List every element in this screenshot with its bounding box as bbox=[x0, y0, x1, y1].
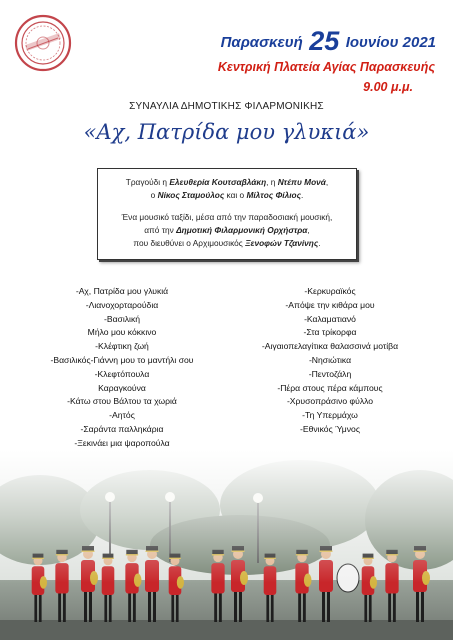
event-time: 9.00 μ.μ. bbox=[363, 80, 413, 94]
entry-free-stamp bbox=[14, 14, 72, 72]
info-line-singers-1: Τραγούδι η Ελευθερία Κουτσαβλάκη, η Ντέπυ Μονά, bbox=[125, 177, 329, 187]
song-item: -Απόψε την κιθάρα μου bbox=[285, 299, 375, 310]
song-item: -Κάτω στου Βάλτου τα χωριά bbox=[67, 396, 177, 407]
event-month-year: Ιουνίου 2021 bbox=[345, 34, 436, 51]
song-item: -Κερκυραϊκός bbox=[304, 286, 356, 296]
song-item: -Τη Υπερμάχω bbox=[302, 410, 358, 421]
info-line-orchestra: από την Δημοτική Φιλαρμονική Ορχήστρα, bbox=[144, 225, 310, 235]
song-item: -Βασιλική bbox=[103, 313, 141, 324]
song-list-right bbox=[230, 285, 430, 437]
event-date bbox=[150, 26, 436, 57]
song-item: -Εθνικός Ύμνος bbox=[300, 423, 360, 434]
song-item: -Καλαματιανό bbox=[304, 313, 356, 324]
song-list-left bbox=[22, 285, 222, 451]
song-item: -Στα τρίκορφα bbox=[303, 327, 357, 338]
concert-title: «Αχ, Πατρίδα μου γλυκιά» bbox=[83, 120, 370, 144]
song-item: -Κλεφτόπουλα bbox=[94, 368, 150, 379]
info-line-journey: Ένα μουσικό ταξίδι, μέσα από την παραδοσιακή μουσική, bbox=[121, 212, 333, 222]
song-item: -Νησιώτικα bbox=[308, 354, 352, 365]
song-item: -Πέρα στους πέρα κάμπους bbox=[277, 382, 383, 393]
concert-subtitle: ΣΥΝΑΥΛΙΑ ΔΗΜΟΤΙΚΗΣ ΦΙΛΑΡΜΟΝΙΚΗΣ bbox=[129, 101, 324, 112]
song-item: -Βασιλικός-Γιάννη μου το μαντήλι σου bbox=[50, 354, 194, 365]
song-item: -Χρυσοπράσινο φύλλο bbox=[286, 396, 374, 407]
song-item: -Σαράντα παλληκάρια bbox=[80, 423, 164, 434]
event-venue: Κεντρική Πλατεία Αγίας Παρασκευής bbox=[217, 60, 435, 74]
song-item: Μήλο μου κόκκινο bbox=[87, 327, 157, 338]
song-item: -Λιανοχορταρούδια bbox=[85, 299, 159, 310]
song-item: -Πεντοζάλη bbox=[308, 368, 352, 379]
song-item: -Αιγαιοπελαγίτικα θαλασσινά μοτίβα bbox=[261, 341, 399, 352]
info-line-singers-2: ο Νίκος Σταμούλος και ο Μίλτος Φίλιος. bbox=[150, 190, 304, 200]
performers-info-box bbox=[97, 168, 357, 260]
song-item: -Αητός bbox=[109, 410, 135, 421]
info-line-conductor: που διευθύνει ο Αρχιμουσικός Ξενοφών Τζανίνης. bbox=[133, 238, 321, 248]
song-item: -Κλέφτικη ζωή bbox=[95, 341, 149, 352]
song-item: Καραγκούνα bbox=[98, 382, 146, 393]
song-item: -Αχ, Πατρίδα μου γλυκιά bbox=[75, 286, 169, 296]
band-photo bbox=[0, 450, 453, 640]
song-item: -Ξεκινάει μια ψαροπούλα bbox=[74, 437, 170, 448]
event-day-number: 25 bbox=[309, 26, 340, 56]
event-weekday: Παρασκευή bbox=[220, 34, 303, 51]
